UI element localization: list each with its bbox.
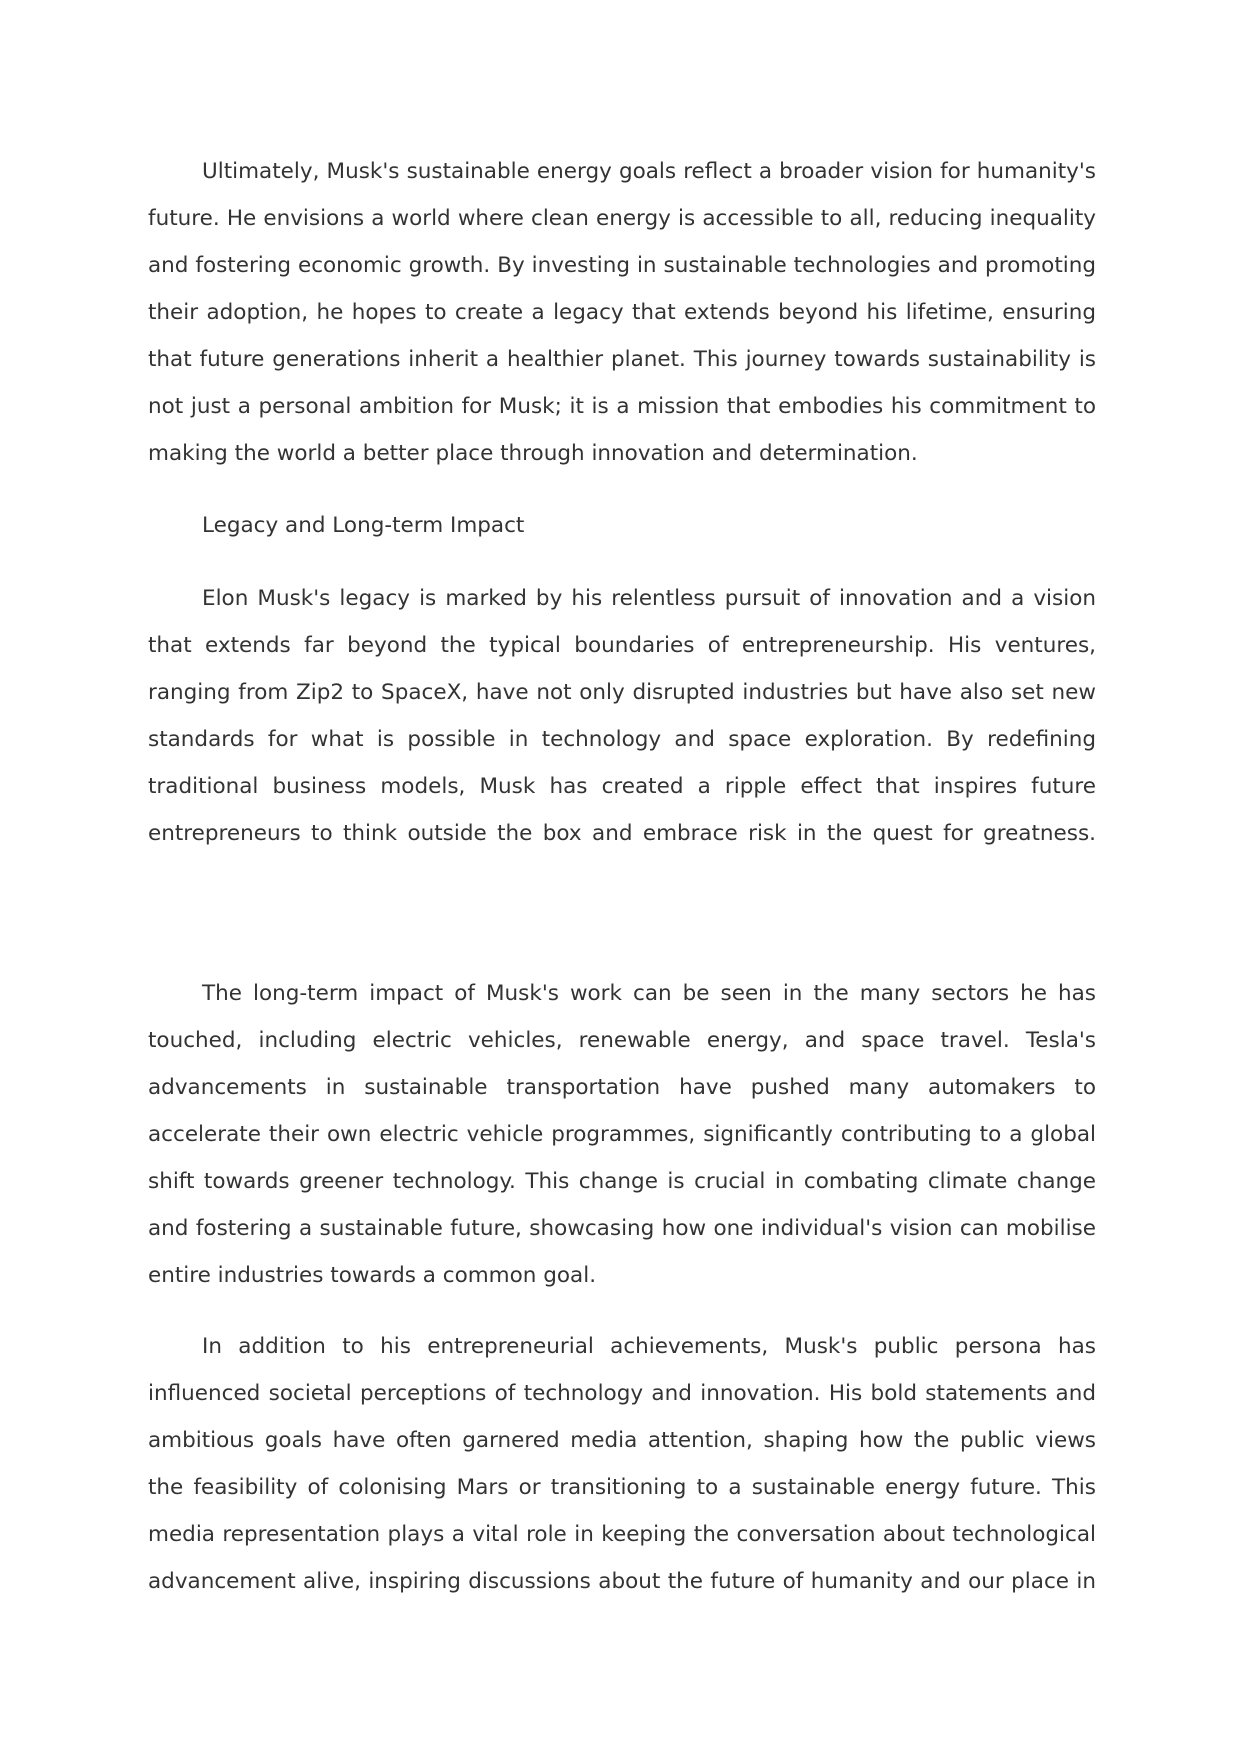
paragraph-sustainable-energy-vision: Ultimately, Musk's sustainable energy goals reflect a broader vision for humanity's future. He envisions a world where clean energy is accessible to all, reducing inequality and fostering economic growth. By investing in sustainable technologies and promoting their adoption, he hopes to create a legacy that extends beyond his lifetime, ensuring that future generations inherit a healthier planet. This journey towards sustainability is not just a personal ambition for Musk; it is a mission that embodies his commitment to making the world a better place through innovation and determination.	[148, 159, 1096, 466]
paragraph-long-term-impact: The long-term impact of Musk's work can be seen in the many sectors he has touched, including electric vehicles, renewable energy, and space travel. Tesla's advancements in sustainable transportation have pushed many automakers to accelerate their own electric vehicle programmes, significantly contributing to a global shift towards greener technology. This change is crucial in combating climate change and fostering a sustainable future, showcasing how one individual's vision can mobilise entire industries towards a common goal.	[148, 981, 1096, 1288]
paragraph-legacy: Elon Musk's legacy is marked by his relentless pursuit of innovation and a vision that extends far beyond the typical boundaries of entrepreneurship. His ventures, ranging from Zip2 to SpaceX, have not only disrupted industries but have also set new standards for what is possible in technology and space exploration. By redefining traditional business models, Musk has created a ripple effect that inspires future entrepreneurs to think outside the box and embrace risk in the quest for greatness.	[148, 586, 1096, 846]
paragraph-block-4	[148, 1323, 1096, 1605]
paragraph-public-persona: In addition to his entrepreneurial achievements, Musk's public persona has influenced societal perceptions of technology and innovation. His bold statements and ambitious goals have often garnered media attention, shaping how the public views the feasibility of colonising Mars or transitioning to a sustainable energy future. This media representation plays a vital role in keeping the conversation about technological advancement alive, inspiring discussions about the future of humanity and our place in	[148, 1334, 1096, 1594]
paragraph-block-1	[148, 148, 1096, 477]
paragraph-block-2	[148, 575, 1096, 857]
section-heading: Legacy and Long-term Impact	[202, 513, 525, 538]
section-heading-block	[148, 502, 1096, 549]
paragraph-block-3	[148, 970, 1096, 1299]
